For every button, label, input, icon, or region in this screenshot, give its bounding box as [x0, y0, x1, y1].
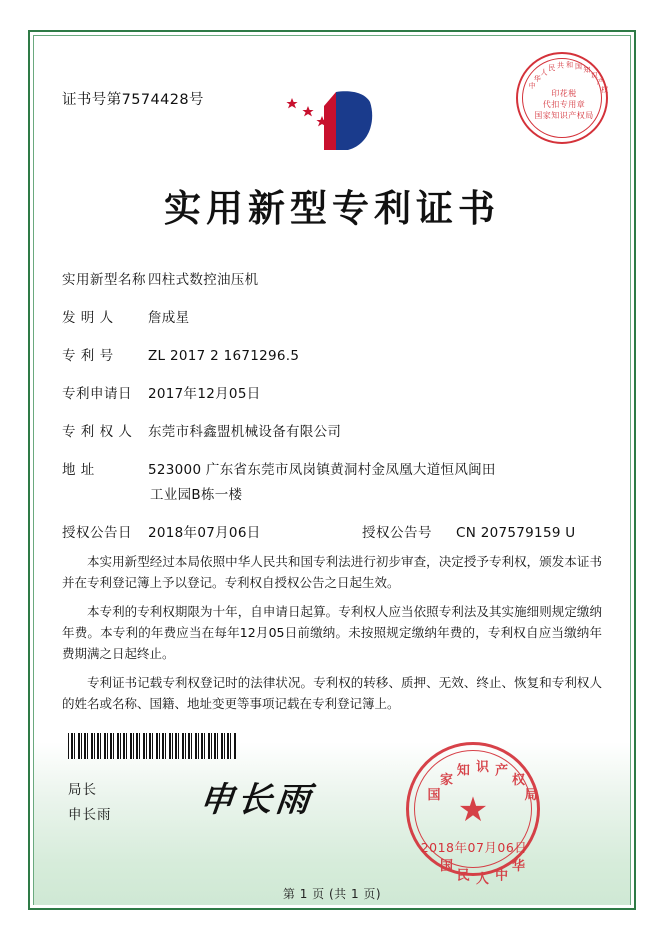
legal-paragraph-1: 本实用新型经过本局依照中华人民共和国专利法进行初步审查，决定授予专利权，颁发本证书并在专利登记簿上予以登记。专利权自授权公告之日起生效。: [62, 554, 602, 590]
seal-star-icon: ★: [457, 790, 489, 830]
signature-labels: [68, 778, 112, 828]
field-row-patent-number: [62, 346, 602, 366]
field-row-announcement: [62, 523, 602, 543]
tax-stamp-arc-text: 中 华 人 民 共 和 国 知 识 产 权: [528, 61, 609, 95]
legal-text-block: [62, 551, 602, 722]
field-label-inventor: 发 明 人: [62, 310, 114, 326]
tax-stamp-line2: 代扣专用章: [542, 100, 586, 109]
tax-stamp-line1: 印花税: [551, 89, 577, 98]
legal-paragraph-2: 本专利的专利权期限为十年，自申请日起算。专利权人应当依照专利法及其实施细则规定缴纳年费。本专利的年费应当在每年12月05日前缴纳。未按照规定缴纳年费的，专利权自应当缴纳年费期满之日起终止。: [62, 604, 602, 661]
field-row-patentee: [62, 422, 602, 442]
page-title: 实用新型专利证书: [164, 186, 500, 230]
page-footer: 第 1 页 (共 1 页): [282, 887, 382, 901]
field-label-invention-name: 实用新型名称: [62, 272, 146, 288]
tax-stamp-line3: 国家知识产权局: [534, 111, 594, 120]
field-label-announcement-number: 授权公告号: [362, 525, 432, 541]
announcement-number-group: [362, 523, 576, 543]
director-title-label: 局长: [68, 782, 97, 798]
field-value-announcement-number: CN 207579159 U: [456, 525, 576, 541]
director-name-label: 申长雨: [68, 807, 112, 823]
field-label-patentee: 专 利 权 人: [62, 424, 133, 440]
tax-stamp-center-text: [532, 88, 596, 121]
legal-paragraph-3: 专利证书记载专利权登记时的法律状况。专利权的转移、质押、无效、终止、恢复和专利权人的姓名或名称、国籍、地址变更等事项记载在专利登记簿上。: [62, 675, 602, 711]
handwritten-signature: 申长雨: [197, 780, 316, 820]
field-value-address-line1: 523000 广东省东莞市凤岗镇黄洞村金凤凰大道恒风闽田: [148, 462, 496, 478]
field-value-invention-name: 四柱式数控油压机: [148, 272, 259, 288]
barcode: [68, 733, 236, 759]
field-label-address: 地 址: [62, 462, 95, 478]
tax-stamp-seal: [516, 52, 608, 144]
field-value-address-line2: 工业园B栋一楼: [150, 487, 243, 503]
field-value-inventor: 詹成星: [148, 310, 190, 326]
field-row-application-date: [62, 384, 602, 404]
field-row-inventor: [62, 308, 602, 328]
field-label-announcement-date: 授权公告日: [62, 525, 132, 541]
seal-date: 2018年07月06日: [420, 840, 528, 855]
field-value-announcement-date: 2018年07月06日: [148, 525, 261, 541]
announcement-date-group: [62, 523, 362, 543]
field-label-patent-number: 专 利 号: [62, 348, 114, 364]
corner-ornament-top-left: [28, 30, 62, 64]
patent-field-list: [62, 270, 602, 561]
field-label-application-date: 专利申请日: [62, 386, 132, 402]
field-row-invention-name: [62, 270, 602, 290]
field-row-address: [62, 460, 602, 505]
field-value-address: [148, 460, 602, 505]
certificate-number: 证书号第7574428号: [62, 92, 204, 108]
official-seal-arc-text: 国 家 知 识 产 权 局 华 中 人 民 国: [427, 760, 538, 887]
sipo-logo-icon: [278, 86, 388, 156]
field-value-patentee: 东莞市科鑫盟机械设备有限公司: [148, 424, 342, 440]
field-value-patent-number: ZL 2017 2 1671296.5: [148, 348, 300, 364]
field-value-application-date: 2017年12月05日: [148, 386, 261, 402]
